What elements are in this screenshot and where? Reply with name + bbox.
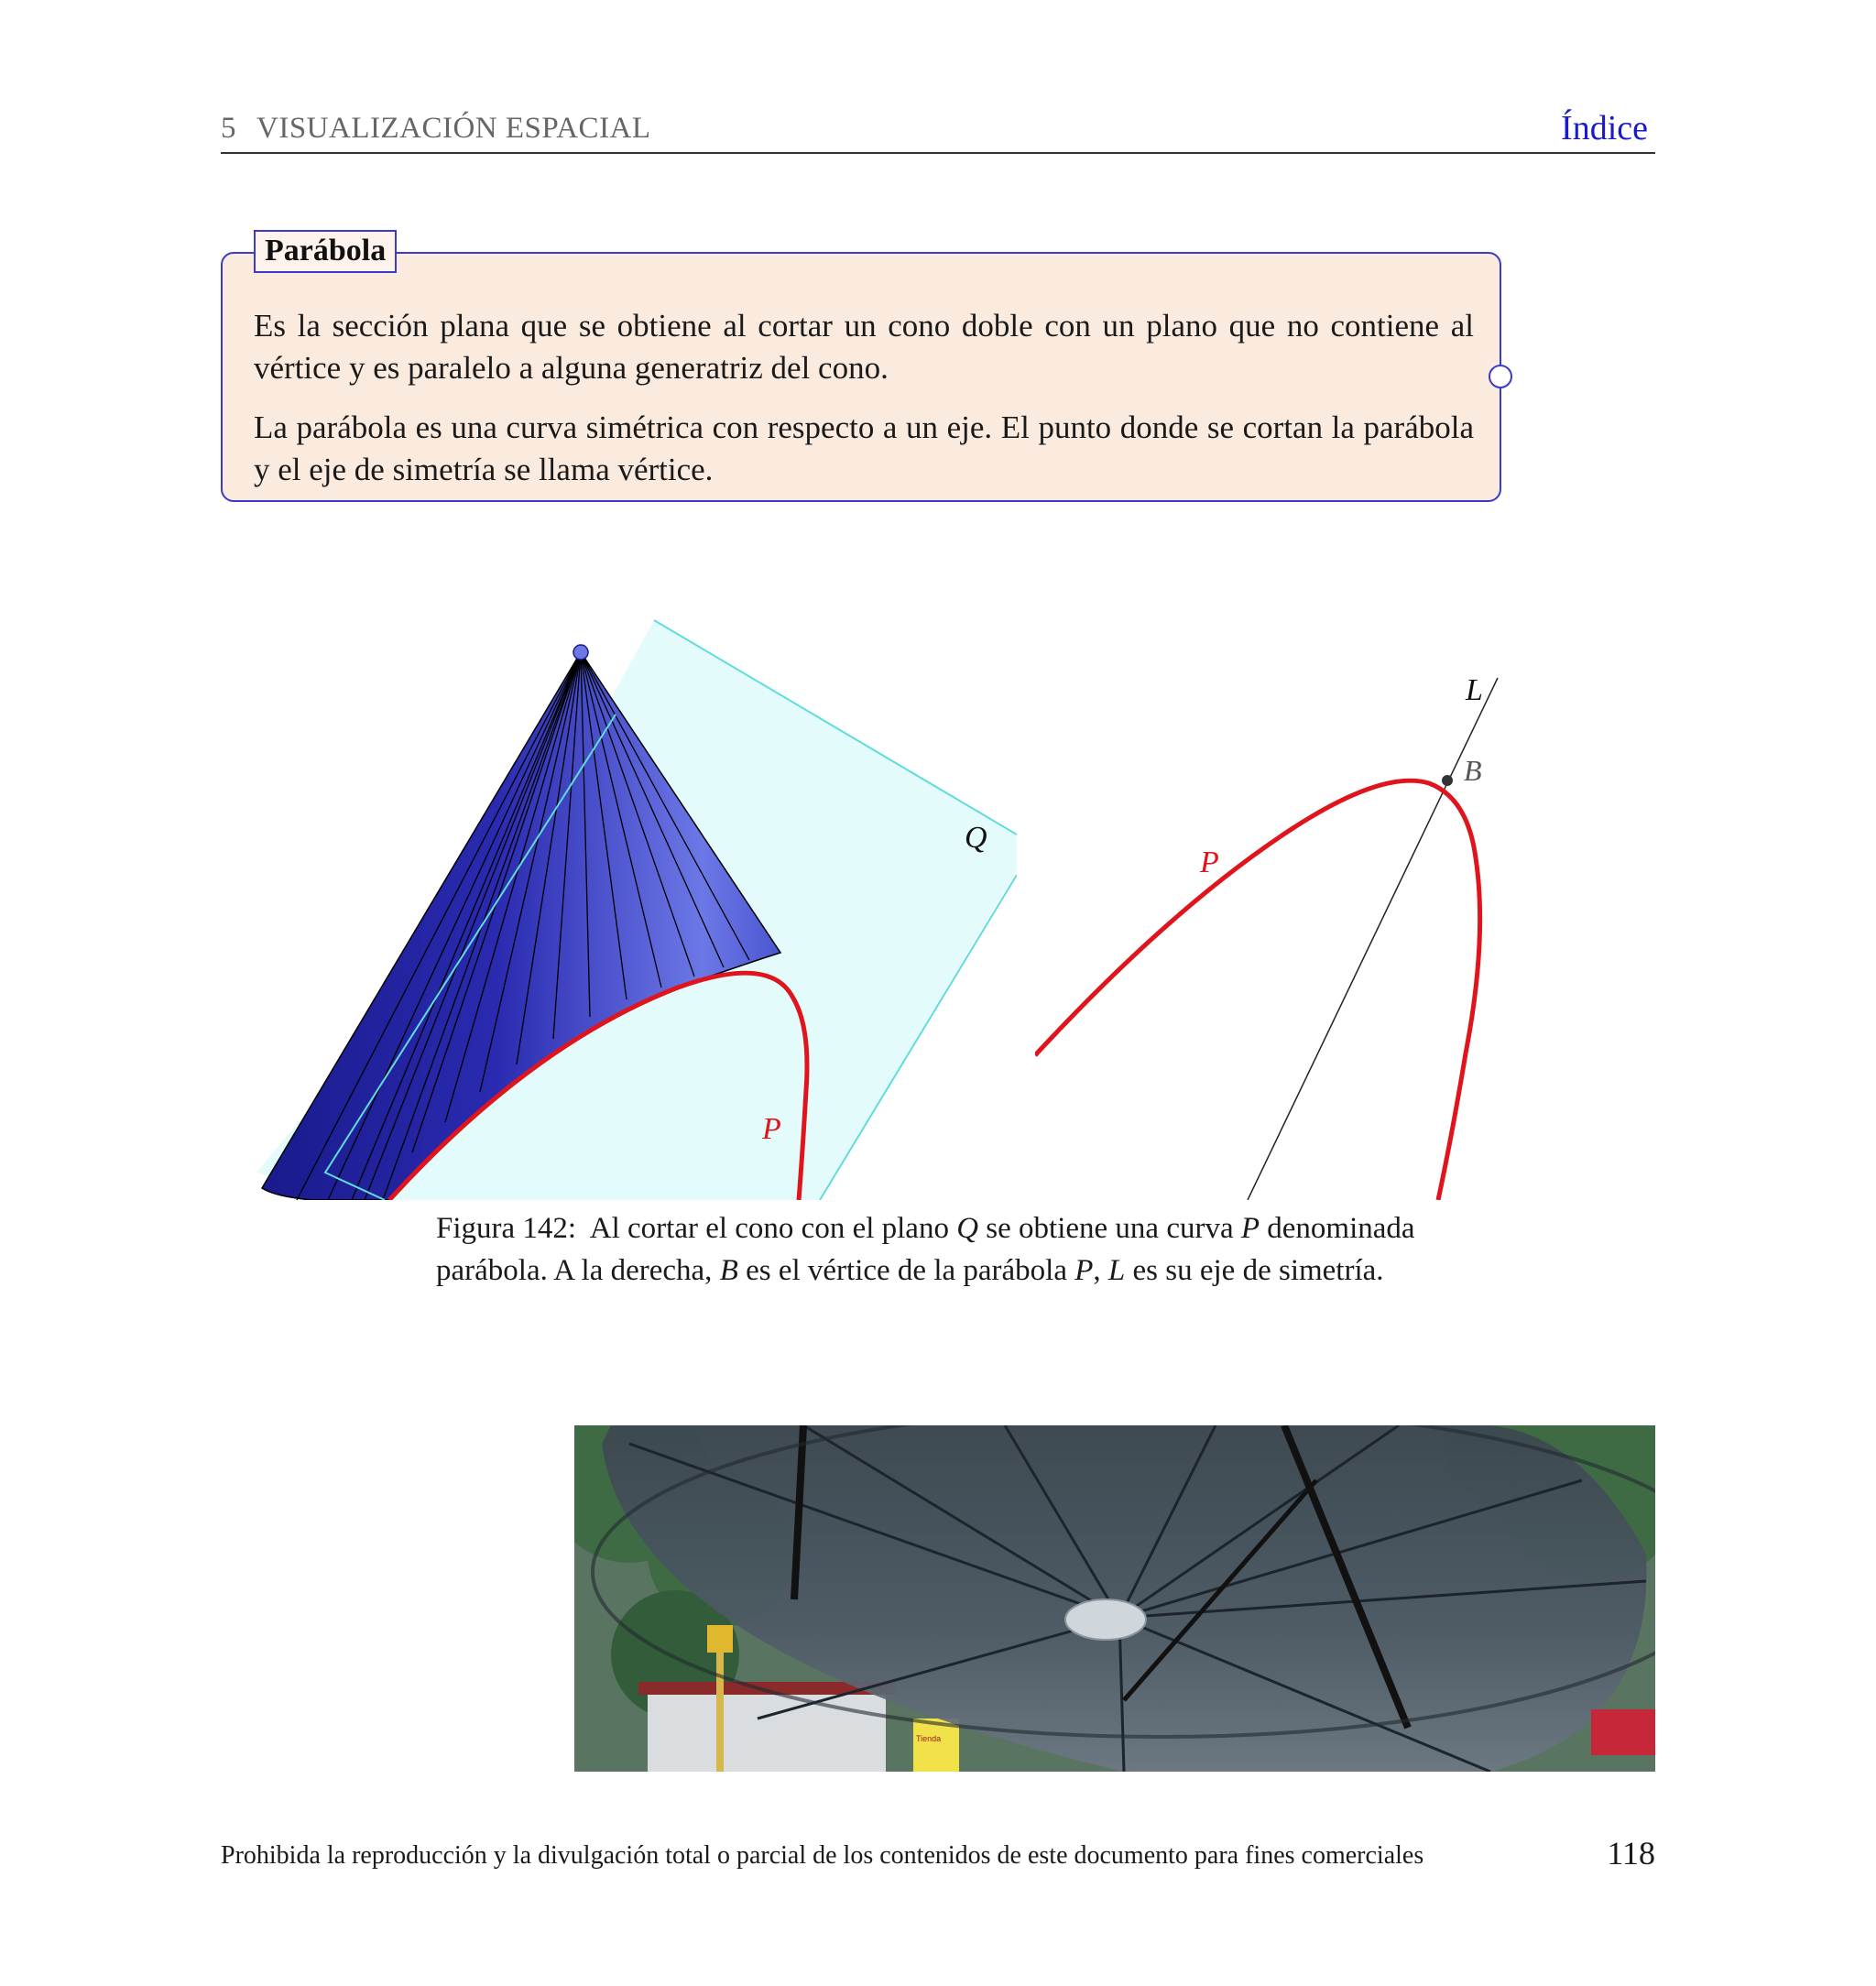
label-vertex-b: B [1464,754,1482,787]
axis-l-line [1248,678,1498,1200]
index-link[interactable]: Índice [1561,109,1648,147]
figure-caption [436,1207,1416,1292]
satellite-dish-illustration [574,1425,1655,1772]
cone-apex-dot [573,645,588,660]
definition-title: Parábola [254,230,397,273]
label-axis-l: L [1466,673,1483,707]
label-curve-p-left: P [762,1112,781,1146]
parabola-curve-right [1035,780,1480,1200]
label-plane-q: Q [965,821,987,855]
caption-prefix: Figura 142: [436,1212,577,1245]
box-side-knob [1489,365,1512,388]
page-number: 118 [1607,1835,1655,1871]
shop-sign-text: Tienda [916,1734,942,1743]
running-head [221,108,1655,154]
vertex-b-dot [1442,775,1453,786]
definition-paragraph-1: Es la sección plana que se obtiene al cortar un cono doble con un plano que no contiene al vértice y es paralelo a alguna generatriz del cono. [254,308,1474,386]
traffic-light [707,1625,733,1653]
chapter-title: VISUALIZACIÓN ESPACIAL [256,112,651,145]
street-pole [716,1636,724,1772]
cone-plane-figure [256,614,1017,1200]
satellite-dish-photo [574,1425,1655,1772]
footer-notice: Prohibida la reproducción y la divulgación total o parcial de los contenidos de este documento para fines comerciales [221,1841,1424,1870]
label-curve-p-right: P [1200,846,1219,879]
red-car [1591,1709,1655,1755]
caption-text: Al cortar el cono con el plano Q se obtiene una curva P denominada parábola. A la derecha, B es el vértice de la parábola P, L es su eje de simetría. [436,1212,1415,1287]
parabola-axis-figure [1035,660,1548,1200]
chapter-number: 5 [221,112,236,145]
chapter-heading [221,112,651,146]
definition-box [221,234,1501,502]
definition-paragraph-2: La parábola es una curva simétrica con respecto a un eje. El punto donde se cortan la parábola y el eje de simetría se llama vértice. [254,409,1474,487]
dish-hub [1065,1599,1146,1640]
building [648,1691,886,1772]
